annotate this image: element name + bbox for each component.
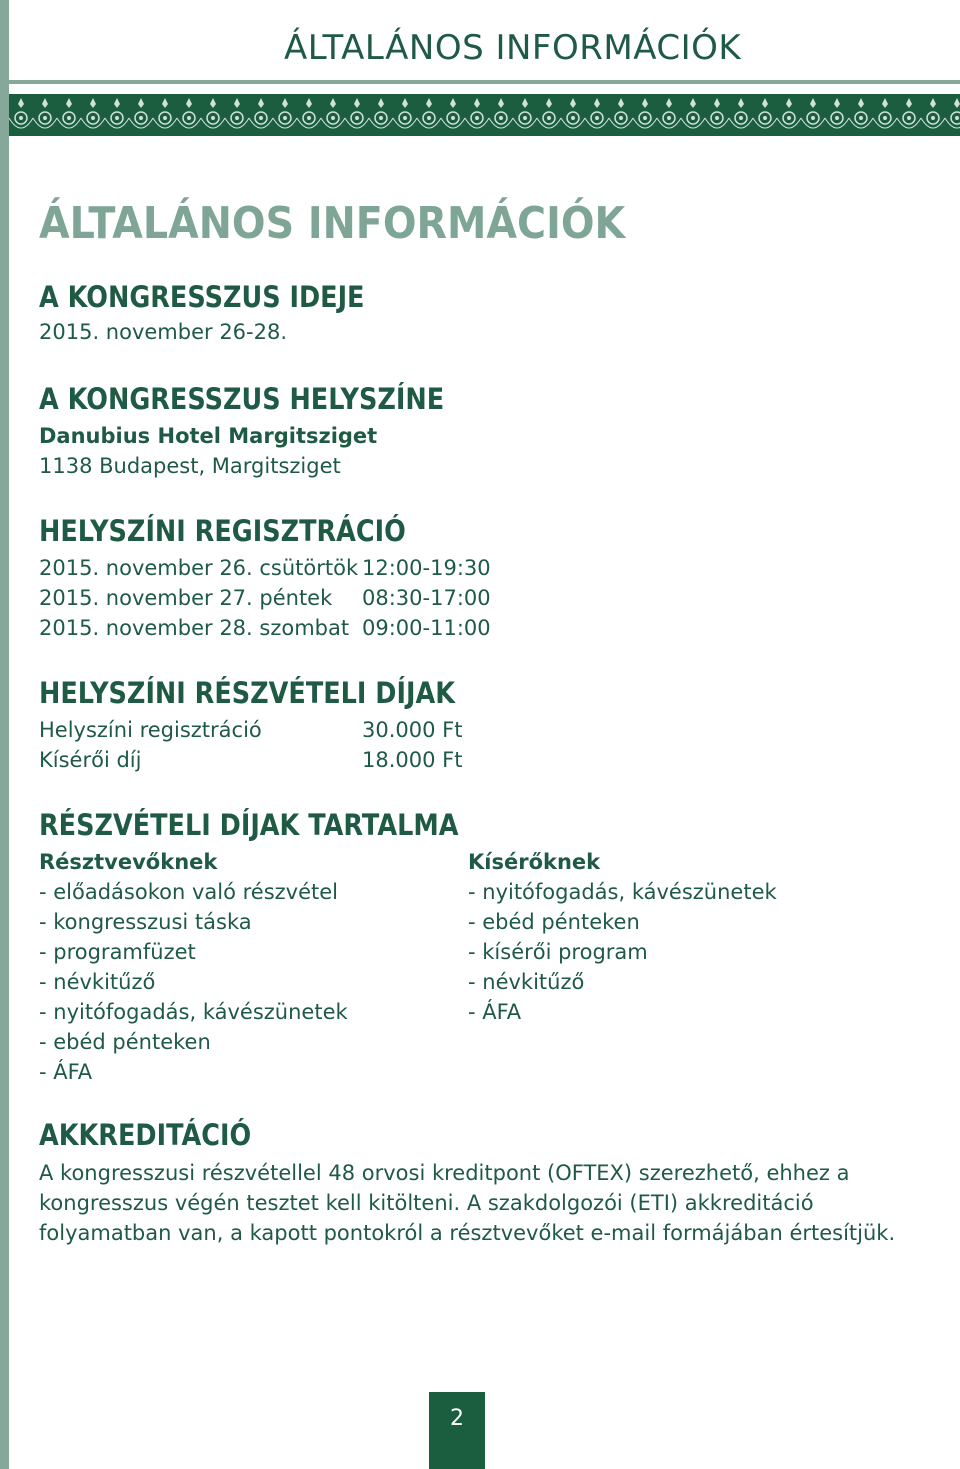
section-title-tartalma: RÉSZVÉTELI DÍJAK TARTALMA — [39, 808, 459, 842]
registration-day: 2015. november 27. péntek — [39, 586, 333, 610]
list-item: - ÁFA — [39, 1060, 93, 1084]
header-title: ÁLTALÁNOS INFORMÁCIÓK — [284, 28, 742, 68]
list-item: - ebéd pénteken — [468, 910, 640, 934]
fee-price: 18.000 Ft — [362, 748, 463, 772]
registration-row — [39, 586, 491, 610]
ornament-band — [9, 94, 960, 136]
registration-day: 2015. november 26. csütörtök — [39, 556, 359, 580]
registration-row — [39, 616, 491, 640]
accreditation-text: A kongresszusi részvétellel 48 orvosi kreditpont (OFTEX) szerezhető, ehhez a kongresszus végén tesztet kell kitölteni. A szakdolgozói (ETI) akkreditáció folyamatban van, a kapott pontokról a résztvevőket e-mail formájában értesítjük. — [39, 1161, 896, 1245]
list-item: - kongresszusi táska — [39, 910, 252, 934]
registration-day: 2015. november 28. szombat — [39, 616, 350, 640]
venue-address: 1138 Budapest, Margitsziget — [39, 454, 341, 478]
congress-date: 2015. november 26-28. — [39, 320, 288, 344]
ornament-pattern — [9, 94, 960, 136]
list-item: - előadásokon való részvétel — [39, 880, 339, 904]
venue-name: Danubius Hotel Margitsziget — [39, 424, 378, 448]
page-title: ÁLTALÁNOS INFORMÁCIÓK — [39, 198, 626, 249]
fee-label: Helyszíni regisztráció — [39, 718, 262, 742]
list-item: - nyitófogadás, kávészünetek — [39, 1000, 348, 1024]
participants-heading: Résztvevőknek — [39, 850, 218, 874]
registration-time: 08:30-17:00 — [362, 586, 491, 610]
registration-time: 09:00-11:00 — [362, 616, 491, 640]
registration-time: 12:00-19:30 — [362, 556, 491, 580]
list-item: - ÁFA — [468, 1000, 522, 1024]
section-title-ideje: A KONGRESSZUS IDEJE — [39, 280, 365, 314]
fee-row — [39, 718, 463, 742]
fee-price: 30.000 Ft — [362, 718, 463, 742]
list-item: - névkitűző — [39, 970, 156, 994]
section-title-regisztracio: HELYSZÍNI REGISZTRÁCIÓ — [39, 514, 406, 548]
page-number: 2 — [429, 1392, 485, 1469]
section-title-helyszin: A KONGRESSZUS HELYSZÍNE — [39, 382, 445, 416]
list-item: - nyitófogadás, kávészünetek — [468, 880, 777, 904]
header-rule — [9, 80, 960, 84]
companions-heading: Kísérőknek — [468, 850, 601, 874]
left-accent-bar — [0, 0, 9, 1469]
list-item: - kísérői program — [468, 940, 648, 964]
list-item: - névkitűző — [468, 970, 585, 994]
registration-row — [39, 556, 491, 580]
section-title-dijak: HELYSZÍNI RÉSZVÉTELI DÍJAK — [39, 676, 456, 710]
fee-label: Kísérői díj — [39, 748, 142, 772]
list-item: - programfüzet — [39, 940, 196, 964]
list-item: - ebéd pénteken — [39, 1030, 211, 1054]
section-title-akkreditacio: AKKREDITÁCIÓ — [39, 1118, 252, 1152]
fee-row — [39, 748, 463, 772]
